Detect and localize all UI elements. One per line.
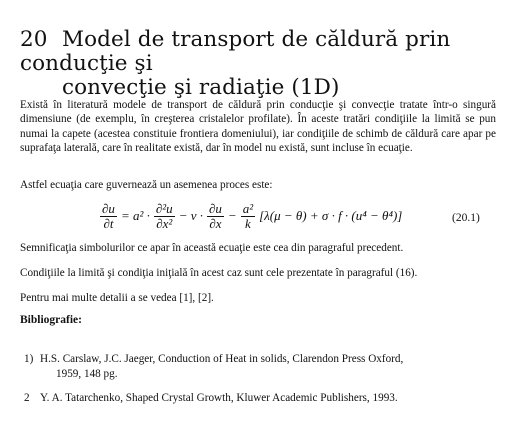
lhs-fraction: $\frac{\partial u}{\partial t}$ — [102, 200, 115, 231]
bib-text-line2: 1959, 148 pg. — [56, 368, 118, 380]
eq-minus: − — [227, 208, 237, 223]
coefficient-fraction: $\frac{\text{a²}}{k}$ — [242, 200, 254, 231]
section-number: 20 — [20, 27, 48, 52]
equation — [100, 196, 440, 236]
equation-intro: Astfel ecuaţia care guvernează un asemenea proces este: — [20, 179, 273, 191]
bib-marker: 1) — [24, 353, 34, 365]
eq-minus-v: − v · — [178, 208, 203, 223]
section-heading — [20, 28, 500, 100]
eq-bracket-term: [λ(μ − θ) + σ · f · (u⁴ − θ⁴)] — [259, 208, 403, 223]
conditions-paragraph: Condiţiile la limită şi condiţia iniţială în acest caz sunt cele prezentate în paragraful (16). — [20, 267, 418, 279]
bib-marker: 2 — [24, 392, 30, 404]
bib-text-line1: H.S. Carslaw, J.C. Jaeger, Conduction of Heat in solids, Clarendon Press Oxford, — [40, 353, 404, 365]
equation-number: (20.1) — [452, 212, 480, 224]
section-title-line1: Model de transport de căldură prin conducţie şi — [20, 27, 451, 76]
symbols-paragraph: Semnificaţia simbolurilor ce apar în această ecuaţie este cea din paragraful precedent. — [20, 242, 404, 254]
bibliography-item — [24, 391, 496, 406]
first-derivative-fraction: $\frac{\partial u}{\partial x}$ — [208, 200, 222, 231]
bibliography-heading: Bibliografie: — [20, 314, 82, 326]
section-title-line2: convecţie şi radiaţie (1D) — [62, 75, 340, 100]
details-paragraph: Pentru mai multe detalii a se vedea [1], [2]. — [20, 292, 214, 304]
intro-paragraph: Există în literatură modele de transport de căldură prin conducţie şi convecţie tratate într-o singură dimensiune (de exemplu, în creşterea cristalelor profilate). În aceste tratări condiţiile la limită se pun numai la capete (acestea constituie frontiera domeniului), iar condiţiile de schimb de căldură care apar pe suprafaţa laterală, care în realitate există, dar în model nu există, sunt incluse în ecuaţie. — [20, 99, 496, 154]
bibliography-item — [24, 352, 496, 382]
bib-text-line1: Y. A. Tatarchenko, Shaped Crystal Growth, Kluwer Academic Publishers, 1993. — [40, 392, 398, 404]
eq-a2: = a² · — [120, 208, 150, 223]
second-derivative-fraction: $\frac{\text{∂²u}}{\text{∂x²}}$ — [155, 200, 173, 231]
